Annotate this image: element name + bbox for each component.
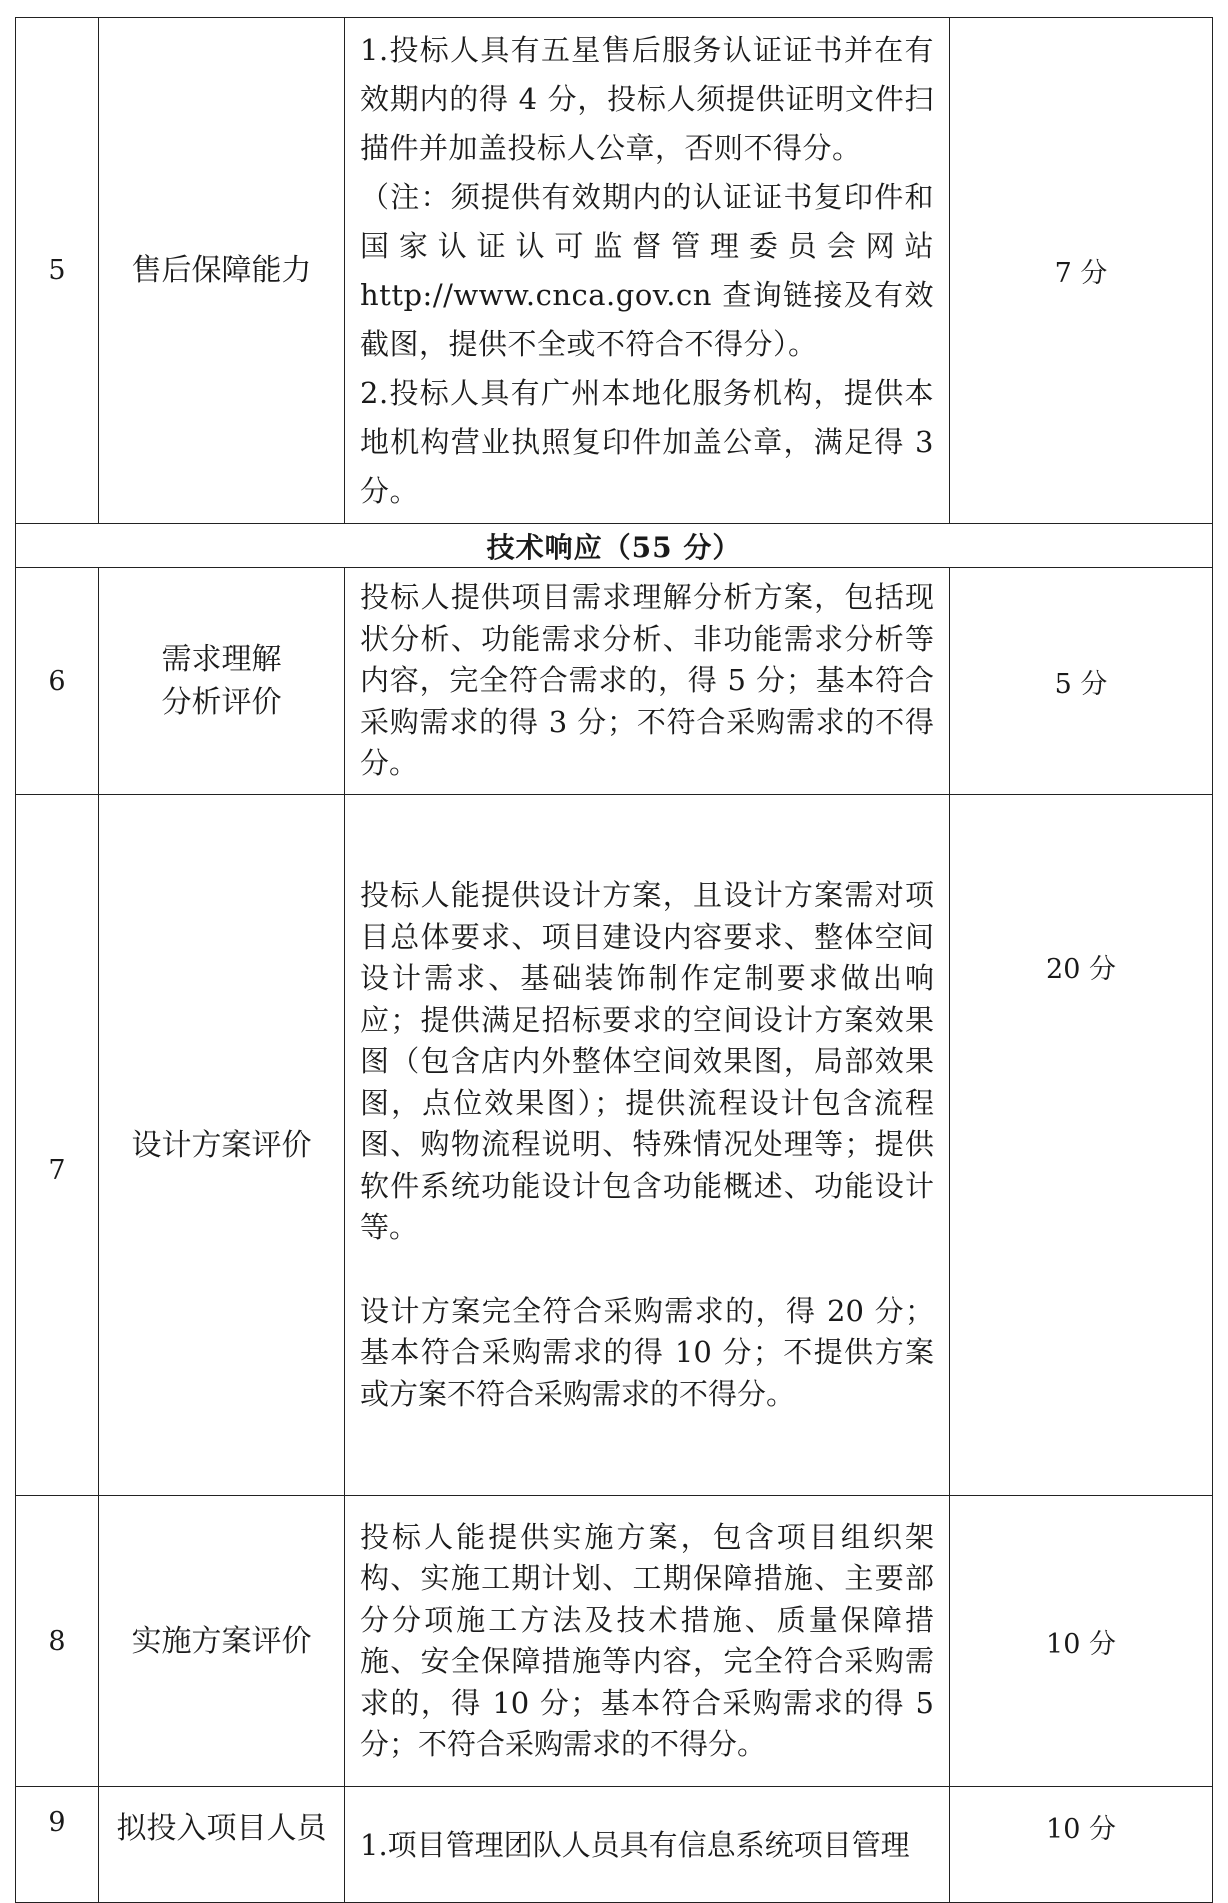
row-number: 8 <box>16 1496 99 1787</box>
criterion-name-line: 需求理解 <box>161 642 282 677</box>
score-value: 10 分 <box>950 1496 1213 1787</box>
row-number: 9 <box>16 1787 99 1903</box>
row-number: 5 <box>16 18 99 524</box>
criterion-name: 设计方案评价 <box>99 795 345 1496</box>
criterion-name: 实施方案评价 <box>99 1496 345 1787</box>
score-value: 5 分 <box>950 568 1213 795</box>
score-value: 7 分 <box>950 18 1213 524</box>
row-number: 7 <box>16 795 99 1496</box>
description-paragraph: 设计方案完全符合采购需求的，得 20 分；基本符合采购需求的得 10 分；不提供方案或方案不符合采购需求的不得分。 <box>360 1293 934 1411</box>
table-row <box>16 795 1213 1496</box>
table-row <box>16 568 1213 795</box>
criterion-description: 1.项目管理团队人员具有信息系统项目管理 <box>345 1787 950 1903</box>
criterion-description <box>345 18 950 524</box>
criterion-name <box>99 568 345 795</box>
score-value: 10 分 <box>950 1787 1213 1903</box>
criterion-name: 拟投入项目人员 <box>99 1787 345 1903</box>
score-value: 20 分 <box>950 795 1213 1496</box>
description-note: （注：须提供有效期内的认证证书复印件和国家认证认可监督管理委员会网站http://www.cnca.gov.cn 查询链接及有效截图，提供不全或不符合不得分）。 <box>360 179 934 361</box>
criterion-name: 售后保障能力 <box>99 18 345 524</box>
paragraph-gap <box>360 1249 934 1291</box>
description-paragraph: 1.投标人具有五星售后服务认证证书并在有效期内的得 4 分，投标人须提供证明文件扫描件并加盖投标人公章，否则不得分。 <box>360 32 934 165</box>
criterion-description <box>345 795 950 1496</box>
section-title: 技术响应（55 分） <box>16 524 1213 568</box>
section-row <box>16 524 1213 568</box>
table-row <box>16 18 1213 524</box>
criterion-description: 投标人能提供实施方案，包含项目组织架构、实施工期计划、工期保障措施、主要部分分项施工方法及技术措施、质量保障措施、安全保障措施等内容，完全符合采购需求的，得 10 分；基本符合采购需求的得 5 分；不符合采购需求的不得分。 <box>345 1496 950 1787</box>
criterion-name-line: 分析评价 <box>161 685 282 720</box>
row-number: 6 <box>16 568 99 795</box>
scoring-table <box>15 17 1213 1903</box>
table-row <box>16 1787 1213 1903</box>
table-row <box>16 1496 1213 1787</box>
description-paragraph: 2.投标人具有广州本地化服务机构，提供本地机构营业执照复印件加盖公章，满足得 3 分。 <box>360 375 934 508</box>
criterion-description: 投标人提供项目需求理解分析方案，包括现状分析、功能需求分析、非功能需求分析等内容，完全符合需求的，得 5 分；基本符合采购需求的得 3 分；不符合采购需求的不得分。 <box>345 568 950 795</box>
description-paragraph: 投标人能提供设计方案，且设计方案需对项目总体要求、项目建设内容要求、整体空间设计需求、基础装饰制作定制要求做出响应；提供满足招标要求的空间设计方案效果图（包含店内外整体空间效果图，局部效果图，点位效果图）；提供流程设计包含流程图、购物流程说明、特殊情况处理等；提供软件系统功能设计包含功能概述、功能设计等。 <box>360 878 934 1244</box>
